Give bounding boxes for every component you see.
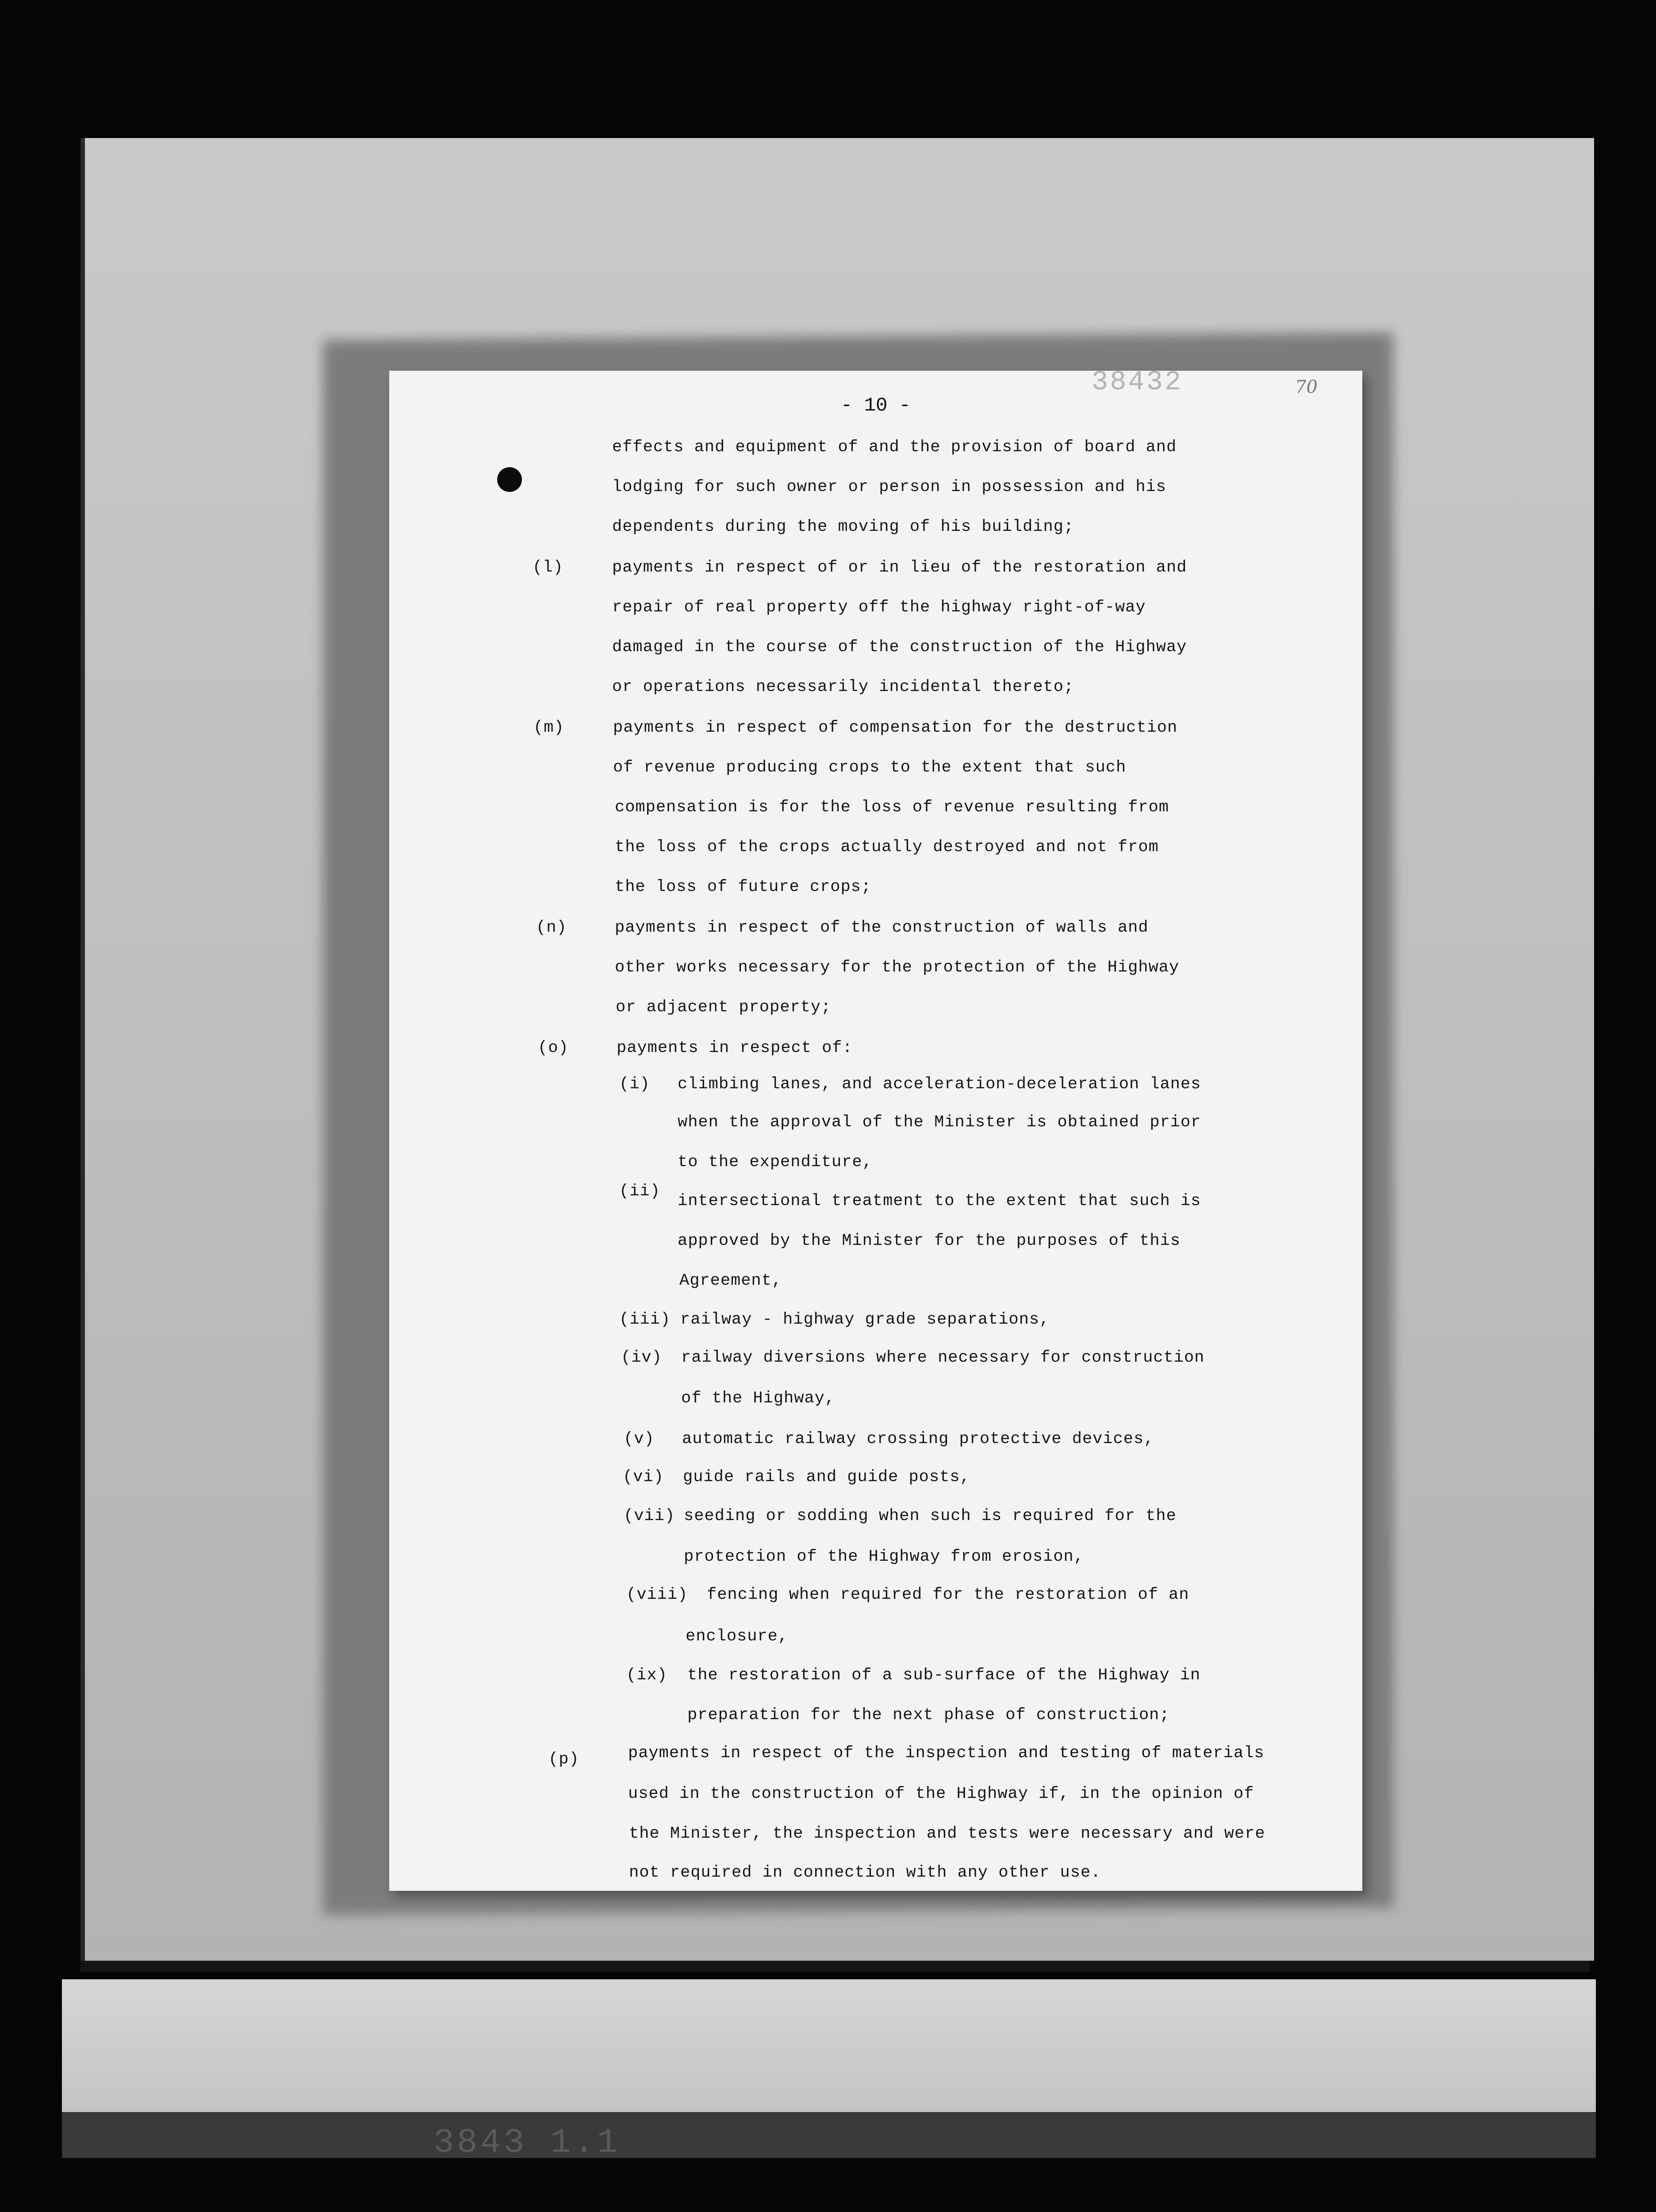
text-line: or operations necessarily incidental thereto; (612, 678, 1074, 696)
text-line: lodging for such owner or person in possession and his (612, 478, 1166, 496)
clause-marker: (p) (548, 1750, 579, 1769)
text-line: when the approval of the Minister is obtained prior (678, 1113, 1201, 1132)
text-line: damaged in the course of the construction of the Highway (612, 638, 1187, 657)
strip-faint-text: 3843 1.1 (433, 2124, 621, 2162)
text-line: other works necessary for the protection of the Highway (615, 958, 1180, 977)
text-line: approved by the Minister for the purposes of this (678, 1232, 1181, 1250)
text-line: protection of the Highway from erosion, (684, 1548, 1084, 1566)
text-line: railway diversions where necessary for construction (681, 1348, 1205, 1367)
text-line: payments in respect of: (617, 1039, 853, 1057)
text-line: Agreement, (679, 1271, 782, 1290)
clause-marker: (o) (538, 1039, 569, 1057)
sub-marker: (v) (624, 1430, 655, 1448)
text-line: preparation for the next phase of construction; (687, 1706, 1170, 1724)
text-line: repair of real property off the highway right-of-way (612, 598, 1146, 617)
text-line: enclosure, (686, 1627, 789, 1646)
text-line: of the Highway, (681, 1389, 836, 1408)
sub-marker: (viii) (626, 1586, 688, 1604)
text-line: railway - highway grade separations, (680, 1310, 1050, 1329)
sub-marker: (vi) (623, 1468, 664, 1486)
sub-marker: (ii) (619, 1182, 660, 1201)
sub-marker: (iv) (621, 1348, 662, 1367)
text-line: automatic railway crossing protective devices, (682, 1430, 1154, 1448)
handwritten-number: 70 (1295, 377, 1318, 397)
text-line: not required in connection with any other use. (629, 1863, 1101, 1882)
text-line: dependents during the moving of his building; (612, 518, 1074, 536)
clause-marker: (m) (533, 718, 564, 737)
text-line: used in the construction of the Highway if, in the opinion of (628, 1785, 1254, 1803)
text-line: the restoration of a sub-surface of the Highway in (687, 1666, 1201, 1685)
text-line: the loss of the crops actually destroyed and not from (615, 838, 1159, 856)
text-line: effects and equipment of and the provision of board and (612, 438, 1177, 457)
sub-marker: (ix) (626, 1666, 667, 1685)
text-line: payments in respect of the inspection and testing of materials (628, 1744, 1265, 1763)
text-line: or adjacent property; (616, 998, 832, 1017)
text-line: fencing when required for the restoration of an (707, 1586, 1189, 1604)
text-line: compensation is for the loss of revenue resulting from (615, 798, 1169, 817)
sub-marker: (iii) (619, 1310, 671, 1329)
text-line: payments in respect of compensation for the destruction (613, 718, 1178, 737)
text-line: the loss of future crops; (615, 878, 872, 896)
sub-marker: (i) (619, 1075, 650, 1094)
text-line: climbing lanes, and acceleration-deceleration lanes (678, 1075, 1201, 1094)
text-line: the Minister, the inspection and tests were necessary and were (629, 1824, 1265, 1843)
clause-marker: (n) (536, 918, 567, 937)
text-line: guide rails and guide posts, (683, 1468, 970, 1486)
page-number: - 10 - (840, 395, 911, 417)
text-line: payments in respect of the construction of walls and (615, 918, 1149, 937)
text-line: to the expenditure, (678, 1153, 873, 1171)
clause-marker: (l) (533, 558, 564, 577)
stamp-number: 38432 (1092, 366, 1183, 398)
text-line: of revenue producing crops to the extent that such (613, 758, 1127, 777)
text-line: intersectional treatment to the extent that such is (678, 1192, 1201, 1210)
text-line: payments in respect of or in lieu of the restoration and (612, 558, 1187, 577)
sub-marker: (vii) (624, 1507, 675, 1525)
text-line: seeding or sodding when such is required for the (684, 1507, 1177, 1525)
